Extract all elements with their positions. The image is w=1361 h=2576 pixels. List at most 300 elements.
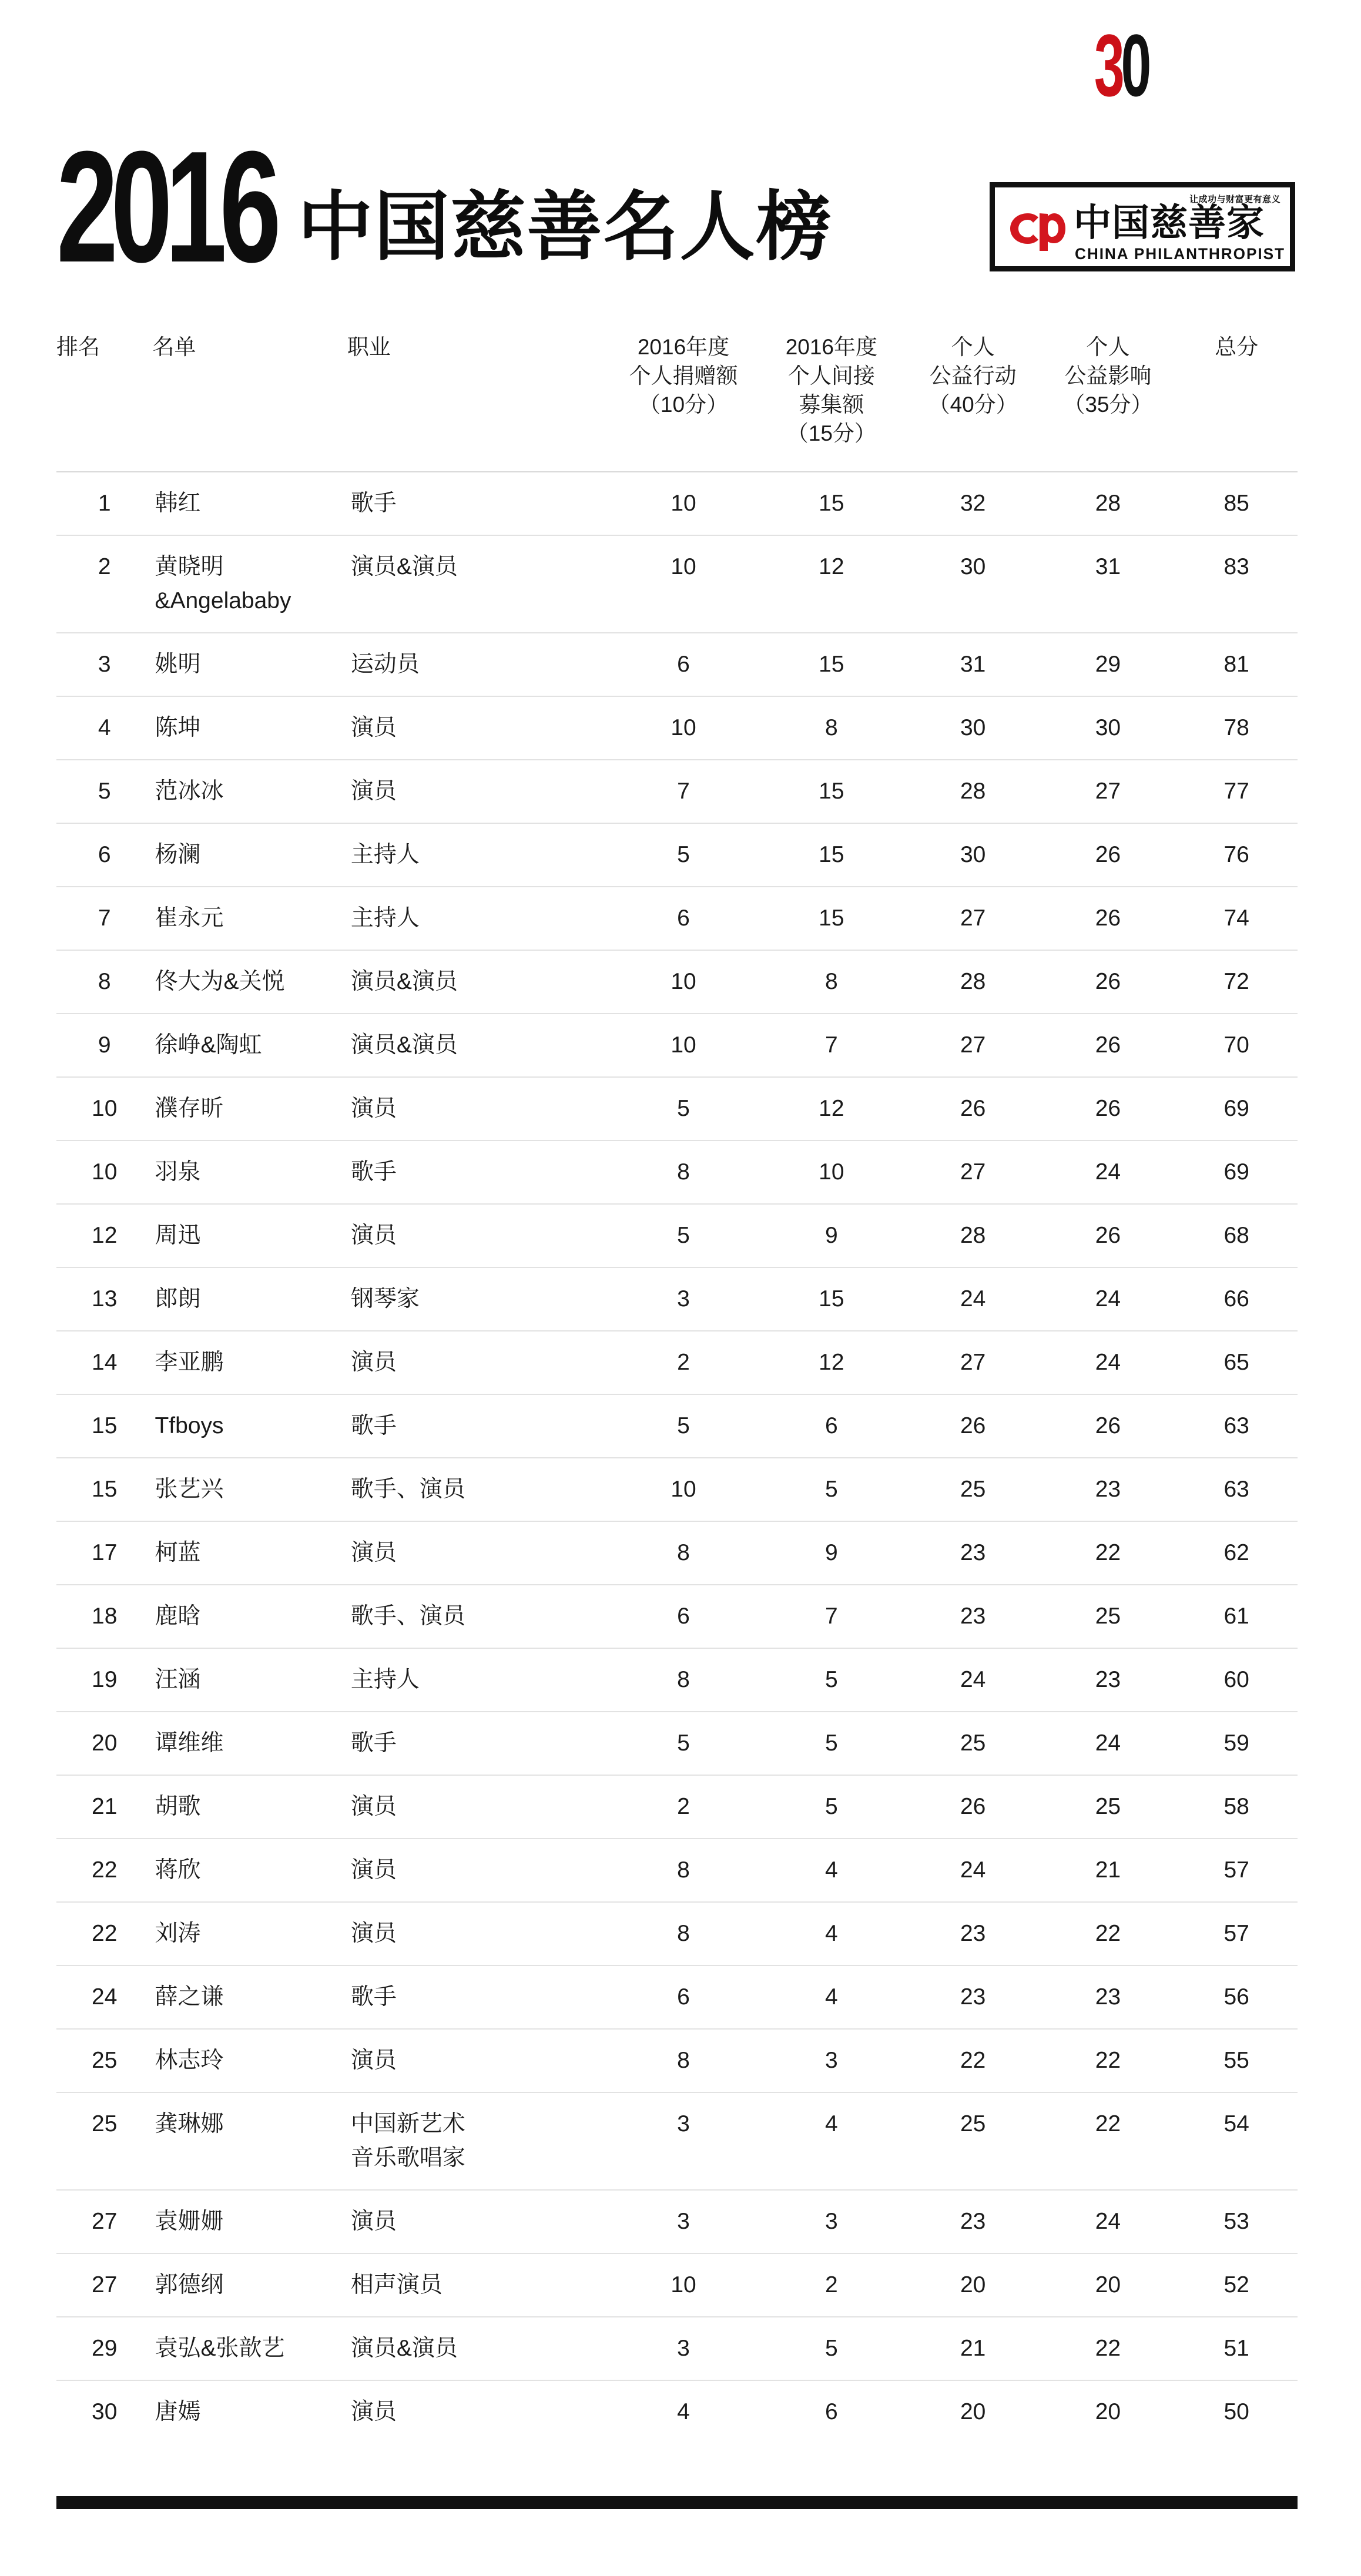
cell-influence-line1: 29 (1095, 652, 1121, 677)
cell-donation (609, 696, 757, 760)
cell-donation-line1: 8 (677, 1857, 690, 1883)
cell-rank (56, 1965, 152, 2029)
cell-action-line1: 27 (960, 1159, 986, 1185)
cell-action-line1: 24 (960, 1286, 986, 1312)
cell-action (906, 2380, 1041, 2443)
cell-indirect-line1: 9 (825, 1540, 838, 1565)
cell-influence-line1: 23 (1095, 1984, 1121, 2010)
cell-indirect (757, 1394, 906, 1458)
col-header-rank-line1: 排名 (56, 335, 100, 359)
cell-indirect (757, 1839, 906, 1902)
cell-donation (609, 1648, 757, 1712)
table-row (56, 950, 1298, 1014)
cell-occupation (347, 1648, 609, 1712)
cell-name (152, 1267, 347, 1331)
cell-action-line1: 23 (960, 1984, 986, 2010)
cell-donation (609, 472, 757, 535)
cell-rank (56, 760, 152, 823)
cell-action-line1: 25 (960, 1477, 986, 1502)
cell-influence-line1: 23 (1095, 1667, 1121, 1692)
cell-action-line1: 28 (960, 969, 986, 994)
cell-influence-line1: 26 (1095, 1032, 1121, 1058)
cell-influence (1041, 1712, 1176, 1775)
cell-occupation-line1: 中国新艺术 (350, 2111, 465, 2136)
cell-rank (56, 823, 152, 887)
cell-rank-line1: 25 (92, 2111, 118, 2136)
cell-total-line1: 76 (1223, 842, 1249, 867)
cell-rank (56, 1394, 152, 1458)
cell-indirect (757, 1331, 906, 1394)
logo-name-english: CHINA PHILANTHROPIST (1075, 245, 1285, 263)
cell-name-line1: 陈坤 (155, 715, 201, 740)
table-row (56, 696, 1298, 760)
cell-occupation-line1: 主持人 (350, 842, 420, 867)
cell-occupation (347, 2317, 609, 2380)
cell-influence-line1: 25 (1095, 1604, 1121, 1629)
cell-name (152, 2317, 347, 2380)
cell-occupation (347, 1141, 609, 1204)
cell-rank (56, 1014, 152, 1077)
cell-rank-line1: 27 (92, 2272, 118, 2297)
cell-indirect-line1: 7 (825, 1604, 838, 1629)
cell-occupation (347, 1775, 609, 1839)
cell-total-line1: 66 (1223, 1286, 1249, 1312)
cell-indirect-line1: 4 (825, 1857, 838, 1883)
cell-influence-line1: 31 (1095, 554, 1121, 579)
cell-donation-line1: 10 (671, 1477, 696, 1502)
cell-occupation-line1: 演员 (350, 779, 397, 804)
table-row (56, 2092, 1298, 2190)
cell-action-line1: 32 (960, 491, 986, 516)
cell-action (906, 1267, 1041, 1331)
cell-rank (56, 2253, 152, 2317)
cell-occupation-line2: 音乐歌唱家 (350, 2145, 465, 2171)
cell-rank (56, 1331, 152, 1394)
cell-name (152, 1331, 347, 1394)
cell-name-line1: 袁姗姗 (155, 2209, 224, 2234)
cell-influence (1041, 1141, 1176, 1204)
cell-indirect (757, 633, 906, 696)
cell-donation-line1: 10 (671, 491, 696, 516)
cell-rank (56, 950, 152, 1014)
cell-total-line1: 52 (1223, 2272, 1249, 2297)
cell-influence-line1: 20 (1095, 2272, 1121, 2297)
cell-name (152, 2029, 347, 2092)
cell-influence-line1: 26 (1095, 1223, 1121, 1248)
cell-rank-line1: 25 (92, 2048, 118, 2073)
cell-total (1175, 696, 1298, 760)
cell-action (906, 2190, 1041, 2253)
cell-total (1175, 1204, 1298, 1267)
cell-influence-line1: 22 (1095, 2111, 1121, 2136)
col-header-charity-action-line1: 个人 (951, 335, 995, 359)
cell-indirect-line1: 5 (825, 2336, 838, 2361)
cell-name-line1: 汪涵 (155, 1667, 201, 1692)
cell-indirect-line1: 3 (825, 2048, 838, 2073)
cell-influence-line1: 20 (1095, 2399, 1121, 2424)
cell-indirect (757, 2092, 906, 2190)
cell-influence-line1: 22 (1095, 1921, 1121, 1946)
cell-occupation (347, 2253, 609, 2317)
cell-rank-line1: 22 (92, 1857, 118, 1883)
cell-donation (609, 1775, 757, 1839)
cell-occupation-line1: 歌手 (350, 491, 397, 516)
cell-name (152, 696, 347, 760)
cell-name (152, 1712, 347, 1775)
table-row (56, 472, 1298, 535)
cell-occupation-line1: 演员 (350, 1794, 397, 1819)
cell-occupation-line1: 演员 (350, 2209, 397, 2234)
cell-total-line1: 57 (1223, 1921, 1249, 1946)
cell-rank-line1: 1 (98, 491, 111, 516)
table-row (56, 2317, 1298, 2380)
cell-total-line1: 63 (1223, 1477, 1249, 1502)
cell-action (906, 2253, 1041, 2317)
cell-name-line1: 刘涛 (155, 1921, 201, 1946)
cell-name-line1: 郭德纲 (155, 2272, 224, 2297)
cell-indirect-line1: 5 (825, 1730, 838, 1756)
cell-rank-line1: 15 (92, 1477, 118, 1502)
cell-donation (609, 1014, 757, 1077)
cell-action-line1: 23 (960, 1604, 986, 1629)
cell-action (906, 472, 1041, 535)
cell-donation (609, 760, 757, 823)
cell-indirect-line1: 15 (819, 842, 844, 867)
cell-rank-line1: 13 (92, 1286, 118, 1312)
col-header-indirect-raised-line2: 个人间接 (787, 364, 875, 388)
cell-rank (56, 535, 152, 633)
cell-action-line1: 23 (960, 1540, 986, 1565)
cell-total-line1: 69 (1223, 1159, 1249, 1185)
cell-influence (1041, 760, 1176, 823)
cell-action (906, 1839, 1041, 1902)
cell-donation-line1: 5 (677, 1413, 690, 1438)
cell-name (152, 1902, 347, 1965)
cell-donation-line1: 3 (677, 2209, 690, 2234)
cell-indirect (757, 1965, 906, 2029)
cell-action (906, 696, 1041, 760)
cell-name-line1: 崔永元 (155, 905, 224, 931)
cell-donation-line1: 10 (671, 1032, 696, 1058)
cell-name (152, 2092, 347, 2190)
cell-name-line1: 佟大为&关悦 (155, 969, 285, 994)
cell-donation-line1: 6 (677, 652, 690, 677)
cell-action (906, 1902, 1041, 1965)
cell-occupation (347, 1458, 609, 1521)
cell-influence-line1: 30 (1095, 715, 1121, 740)
cell-action (906, 1014, 1041, 1077)
cell-donation (609, 2190, 757, 2253)
cell-influence-line1: 22 (1095, 1540, 1121, 1565)
cell-influence (1041, 633, 1176, 696)
cell-rank (56, 2092, 152, 2190)
cell-indirect-line1: 15 (819, 652, 844, 677)
cell-rank-line1: 29 (92, 2336, 118, 2361)
cell-occupation (347, 1394, 609, 1458)
cell-indirect (757, 1141, 906, 1204)
table-row (56, 2190, 1298, 2253)
cell-indirect-line1: 4 (825, 1921, 838, 1946)
cell-total (1175, 1267, 1298, 1331)
cell-occupation-line1: 相声演员 (350, 2272, 443, 2297)
table-row (56, 823, 1298, 887)
cell-action-line1: 22 (960, 2048, 986, 2073)
cell-occupation (347, 535, 609, 633)
cell-indirect (757, 887, 906, 950)
cell-influence-line1: 24 (1095, 2209, 1121, 2234)
cell-indirect (757, 2190, 906, 2253)
cell-total (1175, 1458, 1298, 1521)
cell-name (152, 760, 347, 823)
cell-action-line1: 28 (960, 1223, 986, 1248)
anniversary-30-badge (1094, 16, 1148, 115)
table-row (56, 1204, 1298, 1267)
cell-occupation-line1: 歌手 (350, 1159, 397, 1185)
cell-indirect (757, 2380, 906, 2443)
cell-name (152, 2253, 347, 2317)
cell-name-line1: 唐嫣 (155, 2399, 201, 2424)
cell-name (152, 535, 347, 633)
cell-action-line1: 26 (960, 1096, 986, 1121)
cell-influence (1041, 535, 1176, 633)
cell-donation-line1: 8 (677, 2048, 690, 2073)
cell-occupation-line1: 演员 (350, 1350, 397, 1375)
table-head (56, 329, 1298, 472)
cell-donation-line1: 10 (671, 969, 696, 994)
cell-occupation-line1: 演员 (350, 1223, 397, 1248)
cell-total (1175, 1839, 1298, 1902)
cell-occupation-line1: 歌手、演员 (350, 1604, 465, 1629)
cell-total-line1: 68 (1223, 1223, 1249, 1248)
cell-occupation-line1: 演员&演员 (350, 2336, 458, 2361)
cell-total-line1: 50 (1223, 2399, 1249, 2424)
cell-occupation-line1: 演员 (350, 715, 397, 740)
cell-total (1175, 1902, 1298, 1965)
cell-total (1175, 472, 1298, 535)
cell-indirect (757, 1204, 906, 1267)
cell-indirect (757, 1648, 906, 1712)
cell-influence-line1: 24 (1095, 1286, 1121, 1312)
cell-influence (1041, 2253, 1176, 2317)
cell-action (906, 760, 1041, 823)
cell-action-line1: 25 (960, 1730, 986, 1756)
cell-donation-line1: 8 (677, 1921, 690, 1946)
cell-indirect-line1: 15 (819, 491, 844, 516)
cell-action-line1: 27 (960, 905, 986, 931)
cell-name (152, 1965, 347, 2029)
cell-influence-line1: 24 (1095, 1159, 1121, 1185)
cell-total-line1: 74 (1223, 905, 1249, 931)
cell-name-line1: 胡歌 (155, 1794, 201, 1819)
cell-name-line1: 谭维维 (155, 1730, 224, 1756)
cell-influence (1041, 1204, 1176, 1267)
cell-total (1175, 1014, 1298, 1077)
cell-rank (56, 1775, 152, 1839)
cell-influence (1041, 2317, 1176, 2380)
cell-action (906, 887, 1041, 950)
cell-total (1175, 2253, 1298, 2317)
col-header-total (1175, 329, 1298, 472)
cell-occupation-line1: 运动员 (350, 652, 420, 677)
cell-total (1175, 2380, 1298, 2443)
cell-action-line1: 23 (960, 1921, 986, 1946)
cell-indirect-line1: 4 (825, 1984, 838, 2010)
cell-total (1175, 887, 1298, 950)
cell-name-line1: 濮存昕 (155, 1096, 224, 1121)
cell-influence (1041, 1585, 1176, 1648)
cell-occupation (347, 950, 609, 1014)
cell-indirect (757, 1267, 906, 1331)
cell-action (906, 1394, 1041, 1458)
cell-donation-line1: 6 (677, 1604, 690, 1629)
cell-indirect-line1: 12 (819, 1096, 844, 1121)
cell-name-line2: &Angelababy (155, 588, 291, 613)
cell-rank (56, 2380, 152, 2443)
cell-donation (609, 1267, 757, 1331)
table-row (56, 1394, 1298, 1458)
cell-influence-line1: 26 (1095, 969, 1121, 994)
cell-total-line1: 81 (1223, 652, 1249, 677)
cell-indirect-line1: 3 (825, 2209, 838, 2234)
table-row (56, 1521, 1298, 1585)
cell-influence (1041, 1458, 1176, 1521)
cell-indirect-line1: 5 (825, 1667, 838, 1692)
cell-total-line1: 72 (1223, 969, 1249, 994)
cell-influence-line1: 26 (1095, 905, 1121, 931)
cell-indirect-line1: 9 (825, 1223, 838, 1248)
cell-action (906, 1458, 1041, 1521)
cell-rank (56, 887, 152, 950)
cell-action-line1: 23 (960, 2209, 986, 2234)
col-header-charity-influence-line1: 个人 (1086, 335, 1130, 359)
col-header-charity-influence (1041, 329, 1176, 472)
cell-rank-line1: 24 (92, 1984, 118, 2010)
cell-occupation-line1: 歌手 (350, 1413, 397, 1438)
cell-donation (609, 1077, 757, 1141)
cell-rank-line1: 8 (98, 969, 111, 994)
cell-action (906, 1141, 1041, 1204)
col-header-rank (56, 329, 152, 472)
cell-name (152, 1585, 347, 1648)
col-header-charity-influence-line3: （35分） (1063, 393, 1153, 417)
cell-rank (56, 1267, 152, 1331)
cell-donation (609, 887, 757, 950)
cell-action (906, 823, 1041, 887)
cell-name-line1: 姚明 (155, 652, 201, 677)
table-row (56, 535, 1298, 633)
cell-influence (1041, 1077, 1176, 1141)
cell-occupation (347, 1839, 609, 1902)
cell-influence (1041, 1965, 1176, 2029)
cell-occupation-line1: 歌手 (350, 1730, 397, 1756)
cell-total-line1: 56 (1223, 1984, 1249, 2010)
cell-total (1175, 2317, 1298, 2380)
cell-name-line1: 龚琳娜 (155, 2111, 224, 2136)
cell-total (1175, 1331, 1298, 1394)
cell-rank (56, 1712, 152, 1775)
cell-rank-line1: 6 (98, 842, 111, 867)
title-year: 2016 (56, 119, 274, 296)
col-header-indirect-raised-line3: 募集额 (799, 393, 864, 417)
title-chinese: 中国慈善名人榜 (297, 185, 833, 269)
cell-rank-line1: 7 (98, 905, 111, 931)
cell-donation-line1: 7 (677, 779, 690, 804)
cell-influence-line1: 26 (1095, 842, 1121, 867)
cell-action-line1: 20 (960, 2399, 986, 2424)
cell-influence (1041, 1521, 1176, 1585)
cell-action (906, 950, 1041, 1014)
cell-donation (609, 633, 757, 696)
cell-rank (56, 633, 152, 696)
cell-total-line1: 69 (1223, 1096, 1249, 1121)
cell-indirect-line1: 15 (819, 1286, 844, 1312)
cell-rank (56, 472, 152, 535)
cell-influence-line1: 28 (1095, 491, 1121, 516)
table-row (56, 1712, 1298, 1775)
cell-donation (609, 1204, 757, 1267)
cell-occupation (347, 1712, 609, 1775)
table-header-row (56, 329, 1298, 472)
col-header-charity-influence-line2: 公益影响 (1064, 364, 1152, 388)
cell-indirect (757, 1712, 906, 1775)
cell-rank (56, 2317, 152, 2380)
logo-name-chinese: 中国慈善家 (1074, 202, 1265, 244)
cell-influence (1041, 1331, 1176, 1394)
col-header-name-line1: 名单 (152, 335, 196, 359)
cell-action (906, 1585, 1041, 1648)
cell-rank-line1: 10 (92, 1096, 118, 1121)
cell-indirect (757, 2253, 906, 2317)
cell-donation-line1: 5 (677, 1730, 690, 1756)
cell-occupation (347, 887, 609, 950)
cell-name-line1: 蒋欣 (155, 1857, 201, 1883)
col-header-charity-action (906, 329, 1041, 472)
cell-donation-line1: 3 (677, 2111, 690, 2136)
page-header (0, 0, 1361, 329)
cell-total-line1: 65 (1223, 1350, 1249, 1375)
cell-donation-line1: 4 (677, 2399, 690, 2424)
cell-action (906, 2029, 1041, 2092)
cell-total (1175, 535, 1298, 633)
cell-total (1175, 823, 1298, 887)
cell-occupation-line1: 演员 (350, 2048, 397, 2073)
cell-influence (1041, 887, 1176, 950)
page-title (56, 119, 833, 296)
cell-donation-line1: 6 (677, 905, 690, 931)
cell-indirect-line1: 10 (819, 1159, 844, 1185)
cell-influence-line1: 25 (1095, 1794, 1121, 1819)
cell-name (152, 1839, 347, 1902)
cell-occupation-line1: 演员 (350, 1096, 397, 1121)
cell-occupation-line1: 演员 (350, 1540, 397, 1565)
cell-name (152, 823, 347, 887)
col-header-total-line1: 总分 (1215, 335, 1259, 359)
cell-total (1175, 2092, 1298, 2190)
cell-occupation (347, 472, 609, 535)
cell-name-line1: 黄晓明 (155, 554, 224, 579)
cell-name-line1: 徐峥&陶虹 (155, 1032, 262, 1058)
table-row (56, 1585, 1298, 1648)
cell-action-line1: 30 (960, 842, 986, 867)
cell-total-line1: 55 (1223, 2048, 1249, 2073)
cell-donation-line1: 8 (677, 1159, 690, 1185)
cell-rank-line1: 5 (98, 779, 111, 804)
cell-indirect (757, 696, 906, 760)
cell-action-line1: 31 (960, 652, 986, 677)
cell-occupation (347, 1331, 609, 1394)
table-row (56, 2253, 1298, 2317)
cell-action-line1: 24 (960, 1857, 986, 1883)
